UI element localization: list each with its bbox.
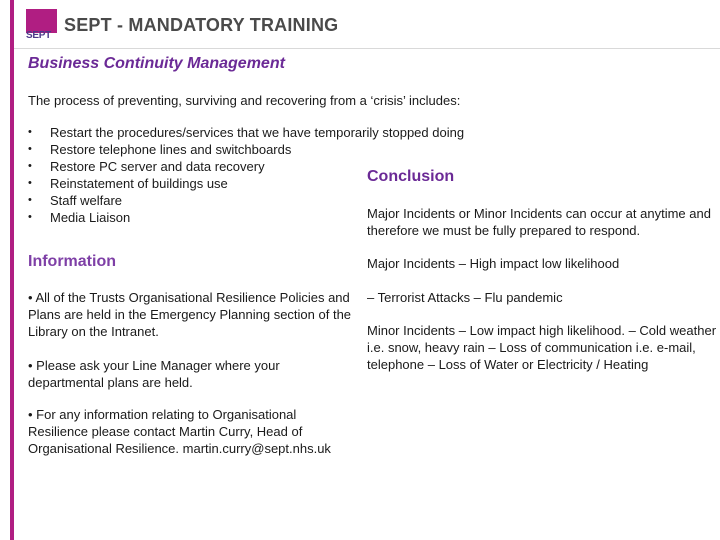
list-item-text: Reinstatement of buildings use bbox=[50, 176, 228, 191]
conclusion-summary: Major Incidents or Minor Incidents can occur at anytime and therefore we must be fully prepared to respond. bbox=[367, 206, 711, 238]
section-title: Business Continuity Management bbox=[28, 55, 285, 72]
header-divider bbox=[14, 48, 720, 49]
logo-text: SEPT bbox=[26, 30, 51, 41]
list-item bbox=[28, 141, 464, 158]
intro-text: The process of preventing, surviving and recovering from a ‘crisis’ includes: bbox=[28, 93, 461, 108]
list-item-text: Restore PC server and data recovery bbox=[50, 159, 265, 174]
information-item-line-manager: • Please ask your Line Manager where your departmental plans are held. bbox=[28, 358, 280, 390]
list-item bbox=[28, 124, 464, 141]
bullet: • bbox=[28, 160, 32, 172]
information-item-policies: • All of the Trusts Organisational Resilience Policies and Plans are held in the Emergency Planning section of the Library on the Intranet. bbox=[28, 290, 352, 339]
list-item-text: Staff welfare bbox=[50, 193, 123, 208]
bullet: • bbox=[28, 211, 32, 223]
bullet: • bbox=[28, 143, 32, 155]
bullet: • bbox=[28, 194, 32, 206]
major-incidents-examples: – Terrorist Attacks – Flu pandemic bbox=[367, 290, 563, 305]
left-accent-bar bbox=[10, 0, 14, 540]
header-title: SEPT - MANDATORY TRAINING bbox=[64, 15, 339, 35]
conclusion-heading: Conclusion bbox=[367, 168, 455, 185]
minor-incidents-text: Minor Incidents – Low impact high likelihood. – Cold weather i.e. snow, heavy rain – Loss of communication i.e. e-mail, telephone – Loss of Water or Electricity / Heating bbox=[367, 323, 717, 372]
information-heading: Information bbox=[28, 253, 116, 270]
information-item-contact: • For any information relating to Organisational Resilience please contact Martin Curry, Head of Organisational Resilience. martin.curry@sept.nhs.uk bbox=[28, 407, 331, 456]
list-item-text: Restore telephone lines and switchboards bbox=[50, 142, 292, 157]
list-item-text: Restart the procedures/services that we have temporarily stopped doing bbox=[50, 125, 465, 140]
major-incidents-text: Major Incidents – High impact low likelihood bbox=[367, 256, 620, 271]
bullet: • bbox=[28, 177, 32, 189]
sept-logo bbox=[26, 9, 57, 40]
list-item-text: Media Liaison bbox=[50, 210, 131, 225]
bullet: • bbox=[28, 126, 32, 138]
